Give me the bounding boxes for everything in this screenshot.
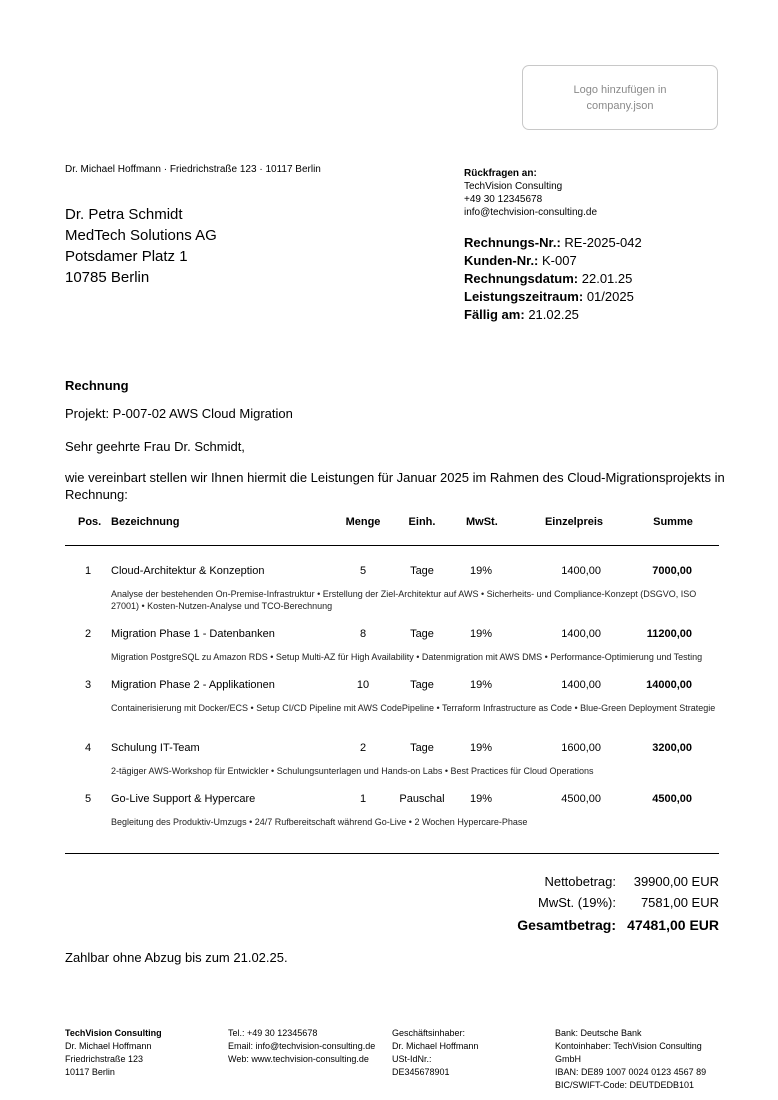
row4-sum: 3200,00 — [652, 742, 692, 754]
row1-unit: Tage — [410, 565, 434, 577]
row3-sum: 14000,00 — [646, 679, 692, 691]
row3-name: Migration Phase 2 - Applikationen — [111, 679, 275, 691]
net-label: Nettobetrag: — [544, 874, 616, 889]
header-unit: Einh. — [408, 516, 436, 528]
footer-legal — [392, 1027, 478, 1079]
footer-web: Web: www.techvision-consulting.de — [228, 1054, 369, 1064]
row2-pos: 2 — [85, 628, 92, 640]
meta-due-date: Fällig am: 21.02.25 — [464, 307, 579, 322]
footer-email: Email: info@techvision-consulting.de — [228, 1041, 376, 1051]
row2-qty: 8 — [359, 628, 367, 640]
contact-title: Rückfragen an: — [464, 168, 537, 179]
header-name: Bezeichnung — [111, 516, 180, 528]
row1-description: Analyse der bestehenden On-Premise-Infrastruktur • Erstellung der Ziel-Architektur auf AWS • Sicherheits- und Compliance-Konzept (DSGVO, ISO 27001) • Kosten-Nutzen-Analyse und TCO-Berechnung — [111, 589, 697, 611]
row5-name: Go-Live Support & Hypercare — [111, 793, 256, 805]
row2-sum: 11200,00 — [646, 628, 692, 640]
footer-account-holder: Kontoinhaber: TechVision Consulting — [555, 1041, 702, 1051]
contact-block — [464, 167, 597, 219]
footer-owner: Dr. Michael Hoffmann — [65, 1041, 152, 1051]
sender-address-line: Dr. Michael Hoffmann · Friedrichstraße 123 · 10117 Berlin — [65, 164, 321, 175]
meta-customer-number: Kunden-Nr.: K-007 — [464, 253, 577, 268]
project-line: Projekt: P-007-02 AWS Cloud Migration — [65, 406, 293, 421]
row4-name: Schulung IT-Team — [111, 742, 200, 754]
contact-email: info@techvision-consulting.de — [464, 207, 598, 218]
recipient-city: 10785 Berlin — [65, 269, 150, 286]
row1-price: 1400,00 — [561, 565, 601, 577]
footer-bank — [555, 1027, 706, 1092]
meta-invoice-number: Rechnungs-Nr.: RE-2025-042 — [464, 235, 642, 250]
table-bottom-divider — [65, 853, 719, 854]
vat-label: MwSt. (19%): — [537, 895, 616, 910]
row4-pos: 4 — [85, 742, 92, 754]
footer-company-name: TechVision Consulting — [65, 1028, 162, 1038]
row4-unit: Tage — [410, 742, 434, 754]
row3-price: 1400,00 — [561, 679, 601, 691]
footer-phone: Tel.: +49 30 12345678 — [228, 1028, 318, 1038]
meta-service-period: Leistungszeitraum: 01/2025 — [464, 289, 634, 304]
row4-qty: 2 — [359, 742, 367, 754]
footer-account-holder-cont: GmbH — [555, 1054, 582, 1064]
recipient-address — [65, 204, 217, 288]
row2-unit: Tage — [410, 628, 434, 640]
row1-sum: 7000,00 — [652, 565, 692, 577]
footer-contact — [228, 1027, 375, 1066]
recipient-company: MedTech Solutions AG — [65, 227, 217, 244]
row4-price: 1600,00 — [561, 742, 601, 754]
header-vat: MwSt. — [466, 516, 498, 528]
row1-qty: 5 — [359, 565, 367, 577]
row1-vat: 19% — [470, 565, 493, 577]
footer-iban: IBAN: DE89 1007 0024 0123 4567 89 — [555, 1067, 707, 1077]
greeting: Sehr geehrte Frau Dr. Schmidt, — [65, 439, 245, 454]
footer-bic: BIC/SWIFT-Code: DEUTDEDB101 — [555, 1080, 695, 1090]
row5-description: Begleitung des Produktiv-Umzugs • 24/7 Rufbereitschaft während Go-Live • 2 Wochen Hypercare-Phase — [111, 817, 528, 827]
row5-sum: 4500,00 — [652, 793, 692, 805]
row5-pos: 5 — [85, 793, 92, 805]
row3-unit: Tage — [410, 679, 434, 691]
row3-pos: 3 — [85, 679, 92, 691]
invoice-meta — [464, 234, 642, 324]
vat-value: 7581,00 EUR — [640, 895, 719, 910]
gross-value: 47481,00 EUR — [627, 917, 719, 933]
header-price: Einzelpreis — [544, 516, 604, 528]
table-header-divider — [65, 545, 719, 546]
row5-unit: Pauschal — [399, 793, 445, 805]
row1-name: Cloud-Architektur & Konzeption — [111, 565, 265, 577]
footer-owner-label: Geschäftsinhaber: — [392, 1028, 466, 1038]
row3-vat: 19% — [470, 679, 493, 691]
row5-price: 4500,00 — [561, 793, 601, 805]
contact-company: TechVision Consulting — [464, 181, 563, 192]
logo-placeholder — [522, 65, 718, 130]
footer-owner-name: Dr. Michael Hoffmann — [392, 1041, 479, 1051]
row4-vat: 19% — [470, 742, 493, 754]
row3-qty: 10 — [356, 679, 370, 691]
row2-price: 1400,00 — [561, 628, 601, 640]
document-title: Rechnung — [65, 378, 129, 393]
footer-bank-name: Bank: Deutsche Bank — [555, 1028, 642, 1038]
row2-vat: 19% — [470, 628, 493, 640]
footer-vatid-label: USt-IdNr.: — [392, 1054, 432, 1064]
row2-description: Migration PostgreSQL zu Amazon RDS • Setup Multi-AZ für High Availability • Datenmigration mit AWS DMS • Performance-Optimierung und Testing — [111, 652, 703, 662]
gross-label: Gesamtbetrag: — [517, 917, 616, 933]
contact-phone: +49 30 12345678 — [464, 194, 543, 205]
footer-street: Friedrichstraße 123 — [65, 1054, 144, 1064]
row4-description: 2-tägiger AWS-Workshop für Entwickler • Schulungsunterlagen und Hands-on Labs • Best Practices für Cloud Operations — [111, 766, 594, 776]
footer-city: 10117 Berlin — [65, 1067, 115, 1077]
row5-vat: 19% — [470, 793, 493, 805]
footer-vatid-value: DE345678901 — [392, 1067, 450, 1077]
net-value: 39900,00 EUR — [633, 874, 719, 889]
meta-invoice-date: Rechnungsdatum: 22.01.25 — [464, 271, 633, 286]
row1-pos: 1 — [85, 565, 92, 577]
recipient-street: Potsdamer Platz 1 — [65, 248, 188, 265]
header-qty: Menge — [345, 516, 381, 528]
footer-company — [65, 1027, 162, 1079]
header-pos: Pos. — [78, 516, 102, 528]
row2-name: Migration Phase 1 - Datenbanken — [111, 628, 275, 640]
row3-description: Containerisierung mit Docker/ECS • Setup CI/CD Pipeline mit AWS CodePipeline • Terraform Infrastructure as Code • Blue-Green Deployment Strategie — [111, 703, 716, 713]
logo-placeholder-text: Logo hinzufügen in company.json — [573, 83, 667, 112]
recipient-name: Dr. Petra Schmidt — [65, 206, 183, 223]
intro-text: wie vereinbart stellen wir Ihnen hiermit die Leistungen für Januar 2025 im Rahmen des Cloud-Migrationsprojekts in Rechnung: — [65, 470, 725, 502]
row5-qty: 1 — [359, 793, 367, 805]
header-sum: Summe — [653, 516, 693, 528]
payment-terms: Zahlbar ohne Abzug bis zum 21.02.25. — [65, 950, 288, 965]
